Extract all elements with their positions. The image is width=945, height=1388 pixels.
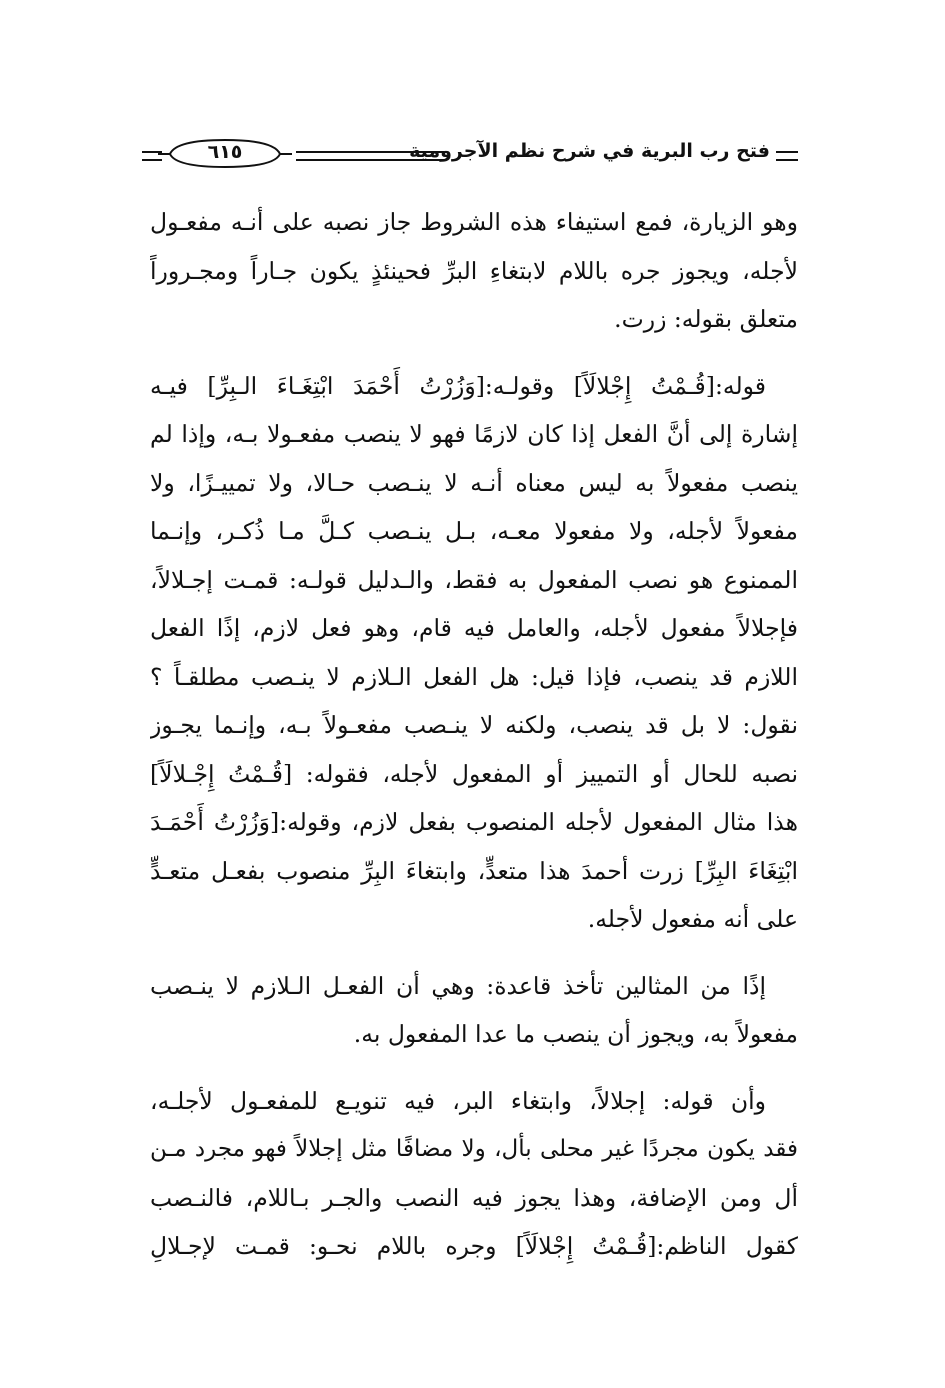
text-line: لأجله، ويجوز جره باللام لابتغاءِ البرِّ فحينئذٍ يكون جـاراً ومجـروراً xyxy=(150,256,798,285)
text-line: متعلق بقوله: زرت. xyxy=(614,305,798,333)
text-line: قوله:[قُـمْتُ إِجْلالَاً] وقولـه:[وَزُرْتُ أَحْمَدَ ابْتِغَـاءَ الـبِرِّ] فيـه xyxy=(150,371,766,400)
paragraph-3 xyxy=(150,962,798,1059)
text-line: اللازم قد ينصب، فإذا قيل: هل الفعل الـلازم لا ينـصب مطلقـاً ؟ xyxy=(150,662,798,691)
paragraph-2 xyxy=(150,362,798,944)
text-line: إذًا من المثالين تأخذ قاعدة: وهي أن الفعـل الـلازم لا ينـصب xyxy=(150,971,766,1000)
text-line: إشارة إلى أنَّ الفعل إذا كان لازمًا فهو لا ينصب مفعـولا بـه، وإذا لم xyxy=(150,420,798,448)
text-line: وأن قوله: إجلالاً، وابتغاء البر، فيه تنويـع للمفعـول لأجلـه، xyxy=(150,1086,766,1115)
text-line: مفعولاً به، ويجوز أن ينصب ما عدا المفعول به. xyxy=(353,1020,798,1048)
paragraph-1 xyxy=(150,198,798,344)
text-line: فقد يكون مجردًا غير محلى بأل، ولا مضافًا مثل إجلالاً فهو مجرد مـن xyxy=(150,1136,798,1162)
main-text xyxy=(150,198,798,1289)
running-header xyxy=(148,138,798,178)
page-number: ٦١٥ xyxy=(207,141,243,163)
text-line: ابْتِغَاءَ البِرِّ] زرت أحمدَ هذا متعدٍّ، وابتغاءَ البِرِّ منصوب بفعـل متعـدٍّ xyxy=(150,856,798,885)
text-line: على أنه مفعول لأجله. xyxy=(587,905,798,933)
text-line: أل ومن الإضافة، وهذا يجوز فيه النصب والجـر بـاللام، فالنـصب xyxy=(150,1183,798,1212)
text-line: وهو الزيارة، فمع استيفاء هذه الشروط جاز نصبه على أنـه مفعـول xyxy=(150,208,798,236)
text-line: نقول: لا بل قد ينصب، ولكنه لا ينـصب مفعـولاً بـه، وإنـما يجـوز xyxy=(150,711,798,739)
book-title: فتح رب البرية في شرح نظم الآجرومية xyxy=(409,140,770,162)
page-number-oval xyxy=(156,138,294,168)
text-line: هذا مثال المفعول لأجله المنصوب بفعل لازم، وقوله:[وَزُرْتُ أَحْمَـدَ xyxy=(150,808,798,836)
header-double-rule-left xyxy=(142,151,162,161)
header-double-rule-middle xyxy=(296,151,444,161)
text-line: كقول الناظم:[قُـمْتُ إِجْلالَاً] وجره باللام نحـو: قمـت لإجـلالِ xyxy=(150,1232,798,1260)
text-line: مفعولاً لأجله، ولا مفعولا معـه، بـل ينـصب كـلَّ مـا ذُكـر، وإنـما xyxy=(150,517,798,545)
text-line: نصبه للحال أو التمييز أو المفعول لأجله، فقوله: [قُـمْتُ إِجْـلالَاً] xyxy=(150,759,798,788)
text-line: ينصب مفعولاً به ليس معناه أنـه لا ينـصب حـالا، ولا تمييـزًا، ولا xyxy=(150,468,798,497)
text-line: الممنوع هو نصب المفعول به فقط، والـدليل قولـه: قمـت إجـلالاً، xyxy=(150,565,798,594)
paragraph-4 xyxy=(150,1077,798,1271)
header-double-rule-right xyxy=(776,151,798,161)
text-line: فإجلالاً مفعول لأجله، والعامل فيه قام، وهو فعل لازم، إذًا الفعل xyxy=(150,614,798,642)
